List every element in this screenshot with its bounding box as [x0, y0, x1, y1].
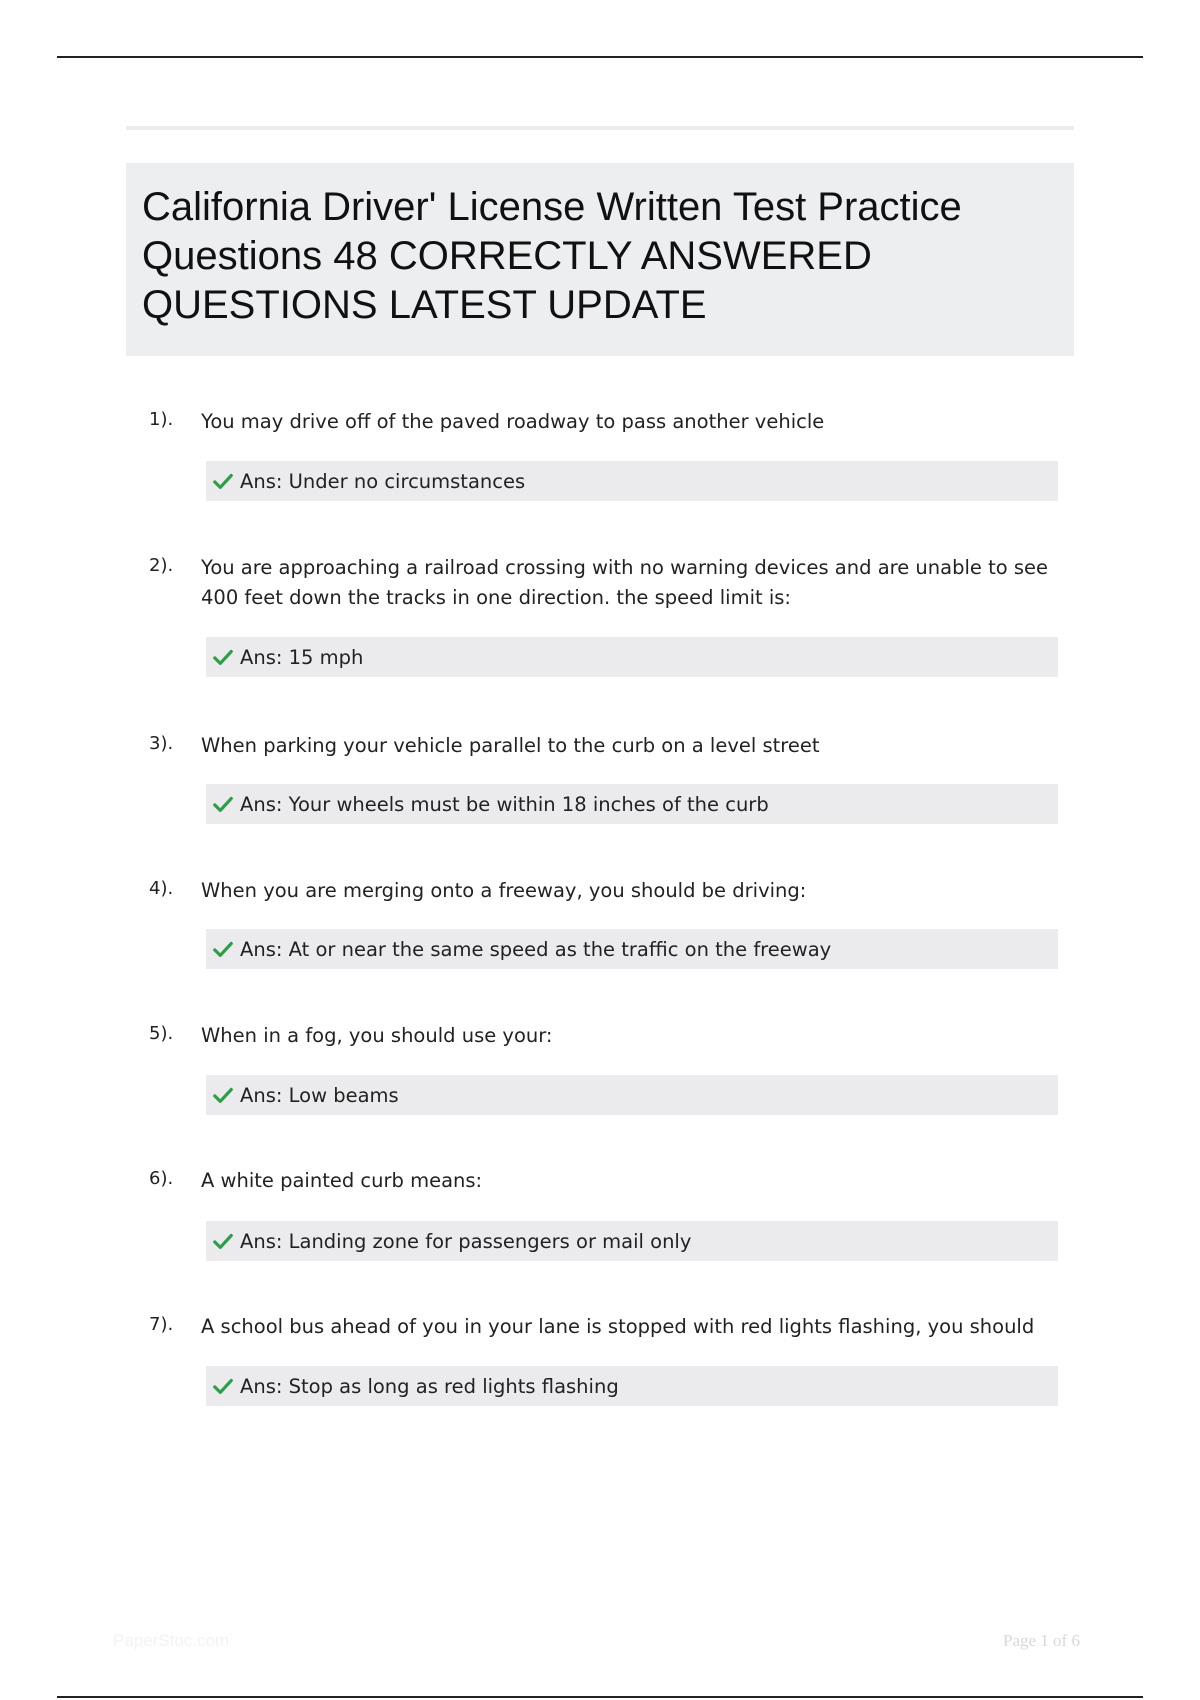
header-divider	[126, 126, 1074, 130]
question-number: 5).	[149, 1023, 174, 1044]
answer-text: Ans: Landing zone for passengers or mail only	[240, 1229, 692, 1253]
page-number: Page 1 of 6	[1003, 1631, 1080, 1650]
answer-text: Ans: Your wheels must be within 18 inches of the curb	[240, 792, 769, 816]
answer-text: Ans: Under no circumstances	[240, 469, 526, 493]
question-number: 4).	[149, 878, 174, 899]
question-text: You may drive off of the paved roadway to pass another vehicle	[201, 410, 825, 433]
question-text: When parking your vehicle parallel to the curb on a level street	[201, 734, 820, 757]
answer-text: Ans: Stop as long as red lights flashing	[240, 1374, 619, 1398]
question-text: When in a fog, you should use your:	[201, 1024, 553, 1047]
answer-box	[206, 1366, 1058, 1406]
title-panel	[126, 163, 1074, 356]
question-number: 6).	[149, 1168, 174, 1189]
check-icon	[212, 938, 234, 960]
question-number: 7).	[149, 1314, 174, 1335]
question-text: A school bus ahead of you in your lane is stopped with red lights flashing, you should	[201, 1315, 1035, 1338]
answer-box	[206, 784, 1058, 824]
bottom-rule	[57, 1696, 1143, 1698]
document-title: California Driver' License Written Test Practice Questions 48 CORRECTLY ANSWERED QUESTIONS LATEST UPDATE	[142, 185, 962, 327]
question-text: You are approaching a railroad crossing with no warning devices and are unable to see 400 feet down the tracks in one direction. the speed limit is:	[201, 556, 1049, 609]
check-icon	[212, 1230, 234, 1252]
top-rule	[57, 56, 1143, 58]
answer-text: Ans: Low beams	[240, 1083, 399, 1107]
answer-text: Ans: 15 mph	[240, 645, 364, 669]
answer-box	[206, 1221, 1058, 1261]
check-icon	[212, 1375, 234, 1397]
question-text: A white painted curb means:	[201, 1169, 483, 1192]
check-icon	[212, 1084, 234, 1106]
answer-box	[206, 929, 1058, 969]
question-number: 3).	[149, 733, 174, 754]
check-icon	[212, 470, 234, 492]
answer-box	[206, 1075, 1058, 1115]
answer-box	[206, 461, 1058, 501]
check-icon	[212, 646, 234, 668]
question-number: 2).	[149, 555, 174, 576]
answer-text: Ans: At or near the same speed as the traffic on the freeway	[240, 937, 832, 961]
question-text: When you are merging onto a freeway, you should be driving:	[201, 879, 807, 902]
answer-box	[206, 637, 1058, 677]
watermark: PaperStoc.com	[113, 1631, 230, 1650]
question-number: 1).	[149, 409, 174, 430]
check-icon	[212, 793, 234, 815]
